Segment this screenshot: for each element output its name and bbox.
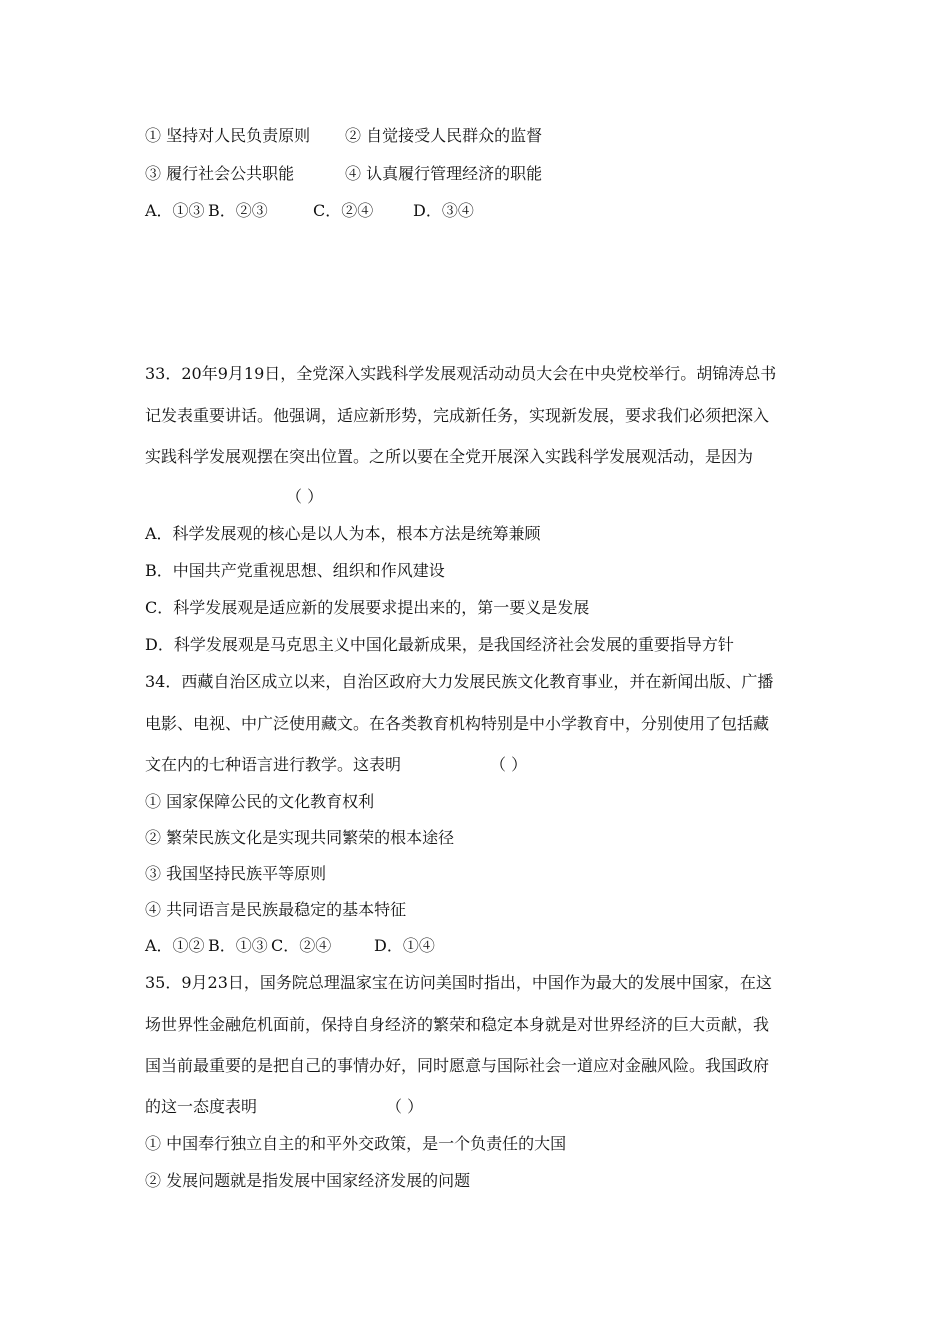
q35-stem-text: 的这一态度表明 (145, 1097, 258, 1116)
q34-stem-text: 文在内的七种语言进行教学。这表明 (145, 755, 402, 774)
q32-option-1: ① 坚持对人民负责原则 (145, 126, 311, 145)
q33-choice-b: B．中国共产党重视思想、组织和作风建设 (145, 561, 445, 580)
q32-choice-d: D．③④ (413, 201, 474, 220)
q33-answer-paren: （ ） (286, 487, 324, 506)
q33-choice-d: D．科学发展观是马克思主义中国化最新成果，是我国经济社会发展的重要指导方针 (145, 635, 734, 654)
q34-option-2: ② 繁荣民族文化是实现共同繁荣的根本途径 (145, 828, 455, 847)
q32-option-2: ② 自觉接受人民群众的监督 (345, 126, 543, 145)
q35-answer-paren: （ ） (386, 1097, 424, 1116)
q33-choice-c: C．科学发展观是适应新的发展要求提出来的，第一要义是发展 (145, 598, 590, 617)
q32-option-3: ③ 履行社会公共职能 (145, 164, 295, 183)
q35-stem-line-3: 国当前最重要的是把自己的事情办好，同时愿意与国际社会一道应对金融风险。我国政府 (145, 1056, 770, 1075)
q34-option-3: ③ 我国坚持民族平等原则 (145, 864, 327, 883)
q32-choice-a: A．①③ (145, 201, 205, 220)
q32-options-row-1 (145, 125, 542, 147)
q35-option-1: ① 中国奉行独立自主的和平外交政策，是一个负责任的大国 (145, 1134, 567, 1153)
q34-stem-line-3 (145, 754, 527, 776)
q32-option-4: ④ 认真履行管理经济的职能 (345, 164, 543, 183)
q33-stem-line-3: 实践科学发展观摆在突出位置。之所以要在全党开展深入实践科学发展观活动，是因为 (145, 447, 754, 466)
q35-stem-line-4 (145, 1096, 423, 1118)
q32-choice-b: B．②③ (208, 201, 268, 220)
q33-stem-line-2: 记发表重要讲话。他强调，适应新形势，完成新任务，实现新发展，要求我们必须把深入 (145, 406, 770, 425)
q34-choice-d: D．①④ (374, 936, 435, 955)
q34-choice-b: B．①③ (208, 936, 268, 955)
q34-option-4: ④ 共同语言是民族最稳定的基本特征 (145, 900, 407, 919)
q32-choice-c: C．②④ (313, 201, 374, 220)
q35-stem-line-2: 场世界性金融危机面前，保持自身经济的繁荣和稳定本身就是对世界经济的巨大贡献，我 (145, 1015, 770, 1034)
q33-choice-a: A．科学发展观的核心是以人为本，根本方法是统筹兼顾 (145, 524, 541, 543)
q34-choice-a: A．①② (145, 936, 205, 955)
q34-stem-line-2: 电影、电视、中广泛使用藏文。在各类教育机构特别是中小学教育中，分别使用了包括藏 (145, 714, 770, 733)
q35-option-2: ② 发展问题就是指发展中国家经济发展的问题 (145, 1171, 471, 1190)
q34-choices (145, 935, 435, 957)
q33-stem-line-1: 33．20年9月19日，全党深入实践科学发展观活动动员大会在中央党校举行。胡锦涛总书 (145, 364, 777, 383)
q34-answer-paren: （ ） (490, 755, 528, 774)
q34-stem-line-1: 34．西藏自治区成立以来，自治区政府大力发展民族文化教育事业，并在新闻出版、广播 (145, 672, 774, 691)
q34-choice-c: C．②④ (271, 936, 332, 955)
q35-stem-line-1: 35．9月23日，国务院总理温家宝在访问美国时指出，中国作为最大的发展中国家，在这 (145, 973, 772, 992)
q32-options-row-2 (145, 163, 542, 185)
q32-choices (145, 200, 474, 222)
q34-option-1: ① 国家保障公民的文化教育权利 (145, 792, 375, 811)
